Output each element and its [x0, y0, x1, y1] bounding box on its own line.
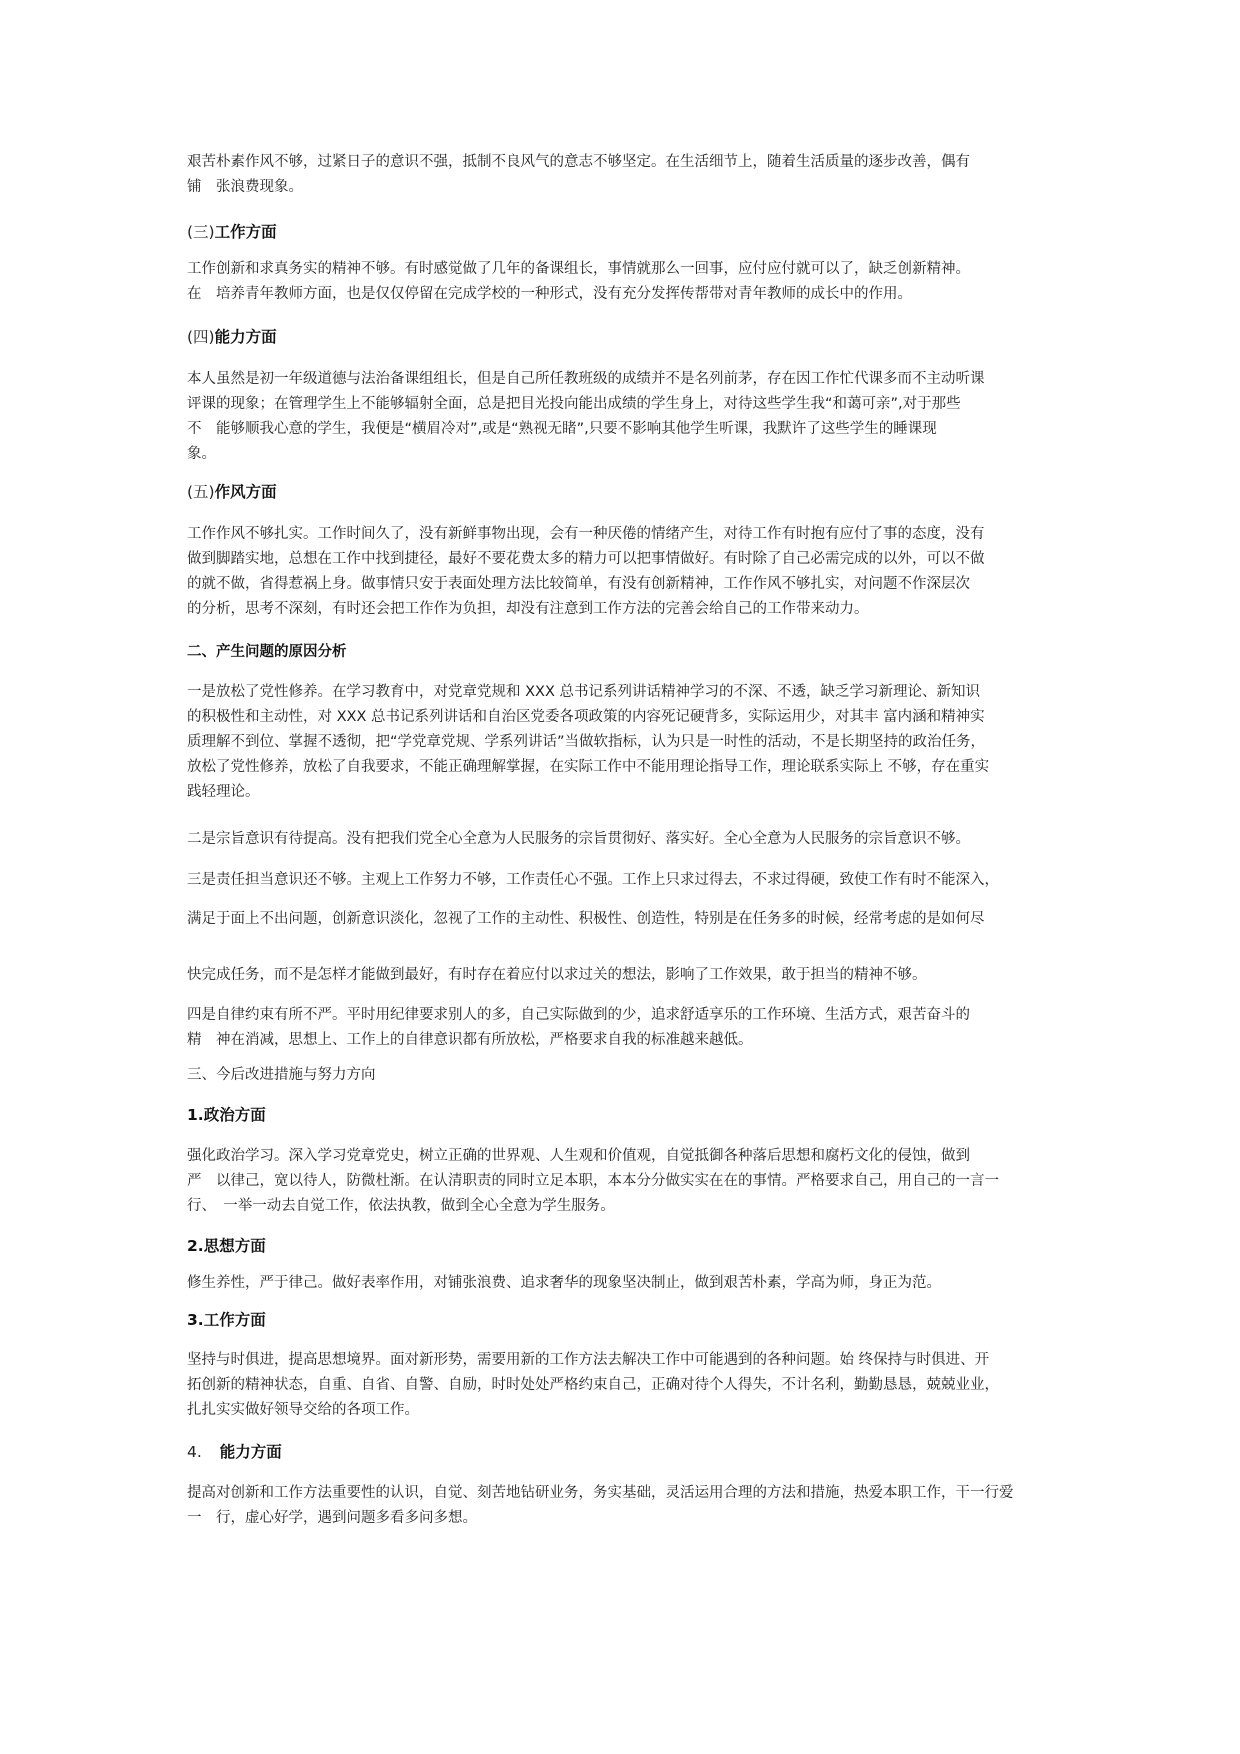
text-line: 提高对创新和工作方法重要性的认识，自觉、刻苦地钻研业务，务实基础，灵活运用合理的方法和措施，热爱本职工作，干一行爱 [187, 1485, 1014, 1501]
paragraph-responsibility: 三是责任担当意识还不够。主观上工作努力不够，工作责任心不强。工作上只求过得去，不求过得硬，致使工作有时不能深入， [187, 872, 999, 888]
paragraph-work [187, 257, 970, 307]
heading-number: (三) [187, 223, 215, 241]
paragraph-political [187, 1144, 999, 1219]
text-line: 做到脚踏实地，总想在工作中找到捷径，最好不要花费太多的精力可以把事情做好。有时除了自己必需完成的以外，可以不做 [187, 551, 985, 567]
text-line: 评课的现象；在管理学生上不能够辐射全面，总是把目光投向能出成绩的学生身上，对待这些学生我“和蔼可亲”,对于那些 [187, 396, 961, 412]
text-line: 工作创新和求真务实的精神不够。有时感觉做了几年的备课组长，事情就那么一回事，应付应付就可以了，缺乏创新精神。 [187, 261, 970, 277]
heading-number: 4. [187, 1443, 202, 1461]
text-line: 扎扎实实做好领导交给的各项工作。 [187, 1402, 419, 1418]
text-line: 行、 一举一动去自觉工作，依法执教，做到全心全意为学生服务。 [187, 1198, 615, 1214]
heading-ability [187, 325, 277, 350]
heading-number: 2. [187, 1237, 204, 1255]
paragraph-style [187, 522, 985, 622]
paragraph-ability-measures [187, 1481, 1014, 1531]
heading-number: (五) [187, 483, 215, 501]
heading-style [187, 480, 277, 505]
text-line: 艰苦朴素作风不够，过紧日子的意识不强，抵制不良风气的意志不够坚定。在生活细节上，随着生活质量的逐步改善，偶有 [187, 154, 970, 170]
heading-number: (四) [187, 328, 215, 346]
text-line: 质理解不到位、掌握不透彻，把“学党章党规、学系列讲话”当做软指标，认为只是一时性的活动，不是长期坚持的政治任务， [187, 734, 986, 750]
text-line: 的分析，思考不深刻，有时还会把工作作为负担，却没有注意到工作方法的完善会给自己的工作带来动力。 [187, 601, 869, 617]
text-line: 拓创新的精神状态，自重、自省、自警、自励，时时处处严格约束自己，正确对待个人得失，不计名利，勤勤恳恳，兢兢业业， [187, 1377, 999, 1393]
text-line: 一 行，虚心好学，遇到问题多看多问多想。 [187, 1510, 477, 1526]
text-line: 工作作风不够扎实。工作时间久了，没有新鲜事物出现，会有一种厌倦的情绪产生，对待工作有时抱有应付了事的态度，没有 [187, 526, 985, 542]
heading-number: 3. [187, 1311, 204, 1329]
heading-text: 工作方面 [203, 1311, 266, 1329]
heading-text: 工作方面 [214, 223, 277, 241]
paragraph-ability [187, 367, 985, 467]
text-line: 在 培养青年教师方面，也是仅仅停留在完成学校的一种形式，没有充分发挥传帮带对青年教师的成长中的作用。 [187, 286, 912, 302]
text-line: 放松了党性修养，放松了自我要求，不能正确理解掌握，在实际工作中不能用理论指导工作，理论联系实际上 不够，存在重实 [187, 759, 990, 775]
text-line: 四是自律约束有所不严。平时用纪律要求别人的多，自己实际做到的少，追求舒适享乐的工作环境、生活方式，艰苦奋斗的 [187, 1007, 970, 1023]
heading-text: 思想方面 [203, 1237, 266, 1255]
paragraph-responsibility-end: 快完成任务，而不是怎样才能做到最好，有时存在着应付以求过关的想法，影响了工作效果，敢于担当的精神不够。 [187, 967, 927, 983]
text-line: 不 能够顺我心意的学生，我便是“横眉冷对”,或是“熟视无睹”,只要不影响其他学生听课，我默许了这些学生的睡课现 [187, 421, 937, 437]
heading-ability-measures [187, 1440, 282, 1465]
heading-text: 能力方面 [214, 328, 277, 346]
text-line: 精 神在消减，思想上、工作上的自律意识都有所放松，严格要求自我的标准越来越低。 [187, 1032, 753, 1048]
text-line: 一是放松了党性修养。在学习教育中，对党章党规和 XXX 总书记系列讲话精神学习的不深、不透，缺乏学习新理论、新知识 [187, 684, 981, 700]
text-line: 的就不做，省得惹祸上身。做事情只安于表面处理方法比较简单，有没有创新精神，工作作风不够扎实，对问题不作深层次 [187, 576, 970, 592]
heading-text: 政治方面 [203, 1106, 266, 1124]
heading-text: 作风方面 [214, 483, 277, 501]
heading-number: 1. [187, 1106, 204, 1124]
heading-text: 能力方面 [219, 1443, 282, 1461]
paragraph-work-measures [187, 1348, 999, 1423]
text-line: 铺 张浪费现象。 [187, 179, 303, 195]
heading-work [187, 220, 277, 245]
text-line: 象。 [187, 446, 216, 462]
paragraph-responsibility-cont: 满足于面上不出问题，创新意识淡化，忽视了工作的主动性、积极性、创造性，特别是在任务多的时候，经常考虑的是如何尽 [187, 911, 985, 927]
paragraph-thought: 修生养性，严于律己。做好表率作用，对铺张浪费、追求奢华的现象坚决制止，做到艰苦朴素，学高为师，身正为范。 [187, 1275, 941, 1291]
text-line: 坚持与时俱进，提高思想境界。面对新形势，需要用新的工作方法去解决工作中可能遇到的各种问题。始 终保持与时俱进、开 [187, 1352, 990, 1368]
text-line: 的积极性和主动性，对 XXX 总书记系列讲话和自治区党委各项政策的内容死记硬背多，实际运用少，对其丰 富内涵和精神实 [187, 709, 985, 725]
text-line: 本人虽然是初一年级道德与法治备课组组长，但是自己所任教班级的成绩并不是名列前茅，存在因工作忙代课多而不主动听课 [187, 371, 985, 387]
paragraph-self-discipline [187, 1003, 970, 1053]
heading-improvement: 三、今后改进措施与努力方向 [187, 1067, 376, 1083]
paragraph-purpose: 二是宗旨意识有待提高。没有把我们党全心全意为人民服务的宗旨贯彻好、落实好。全心全意为人民服务的宗旨意识不够。 [187, 831, 970, 847]
text-line: 严 以律己，宽以待人，防微杜渐。在认清职责的同时立足本职，本本分分做实实在在的事情。严格要求自己，用自己的一言一 [187, 1173, 999, 1189]
heading-cause-analysis: 二、产生问题的原因分析 [187, 644, 347, 660]
heading-work-measures [187, 1308, 266, 1333]
text-line: 践轻理论。 [187, 784, 260, 800]
heading-thought [187, 1234, 266, 1259]
paragraph-party-spirit [187, 680, 989, 805]
text-line: 强化政治学习。深入学习党章党史，树立正确的世界观、人生观和价值观，自觉抵御各种落后思想和腐朽文化的侵蚀，做到 [187, 1148, 970, 1164]
heading-political [187, 1103, 266, 1128]
paragraph-frugality [187, 150, 970, 200]
